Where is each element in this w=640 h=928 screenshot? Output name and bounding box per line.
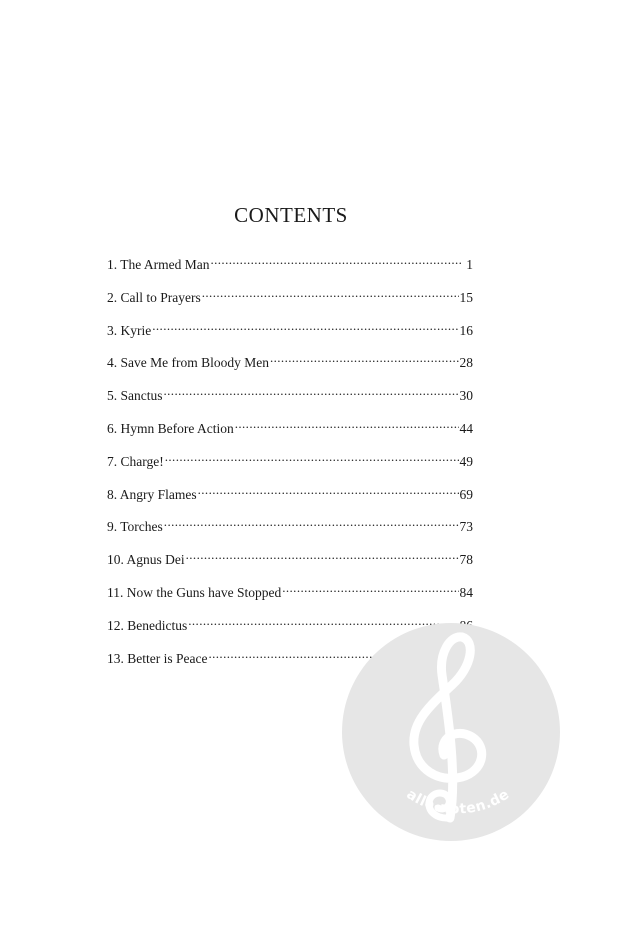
toc-entry-page: 30 xyxy=(459,388,473,404)
toc-entry-title: 5. Sanctus xyxy=(107,388,163,404)
toc-entry-page: 16 xyxy=(459,322,473,338)
toc-entry-page: 78 xyxy=(459,552,473,568)
toc-entry-title: 2. Call to Prayers xyxy=(107,289,201,305)
toc-entry-page: 73 xyxy=(459,519,473,535)
contents-heading: CONTENTS xyxy=(234,203,348,227)
dot-leader xyxy=(210,255,462,269)
toc-entry-page: 1 xyxy=(466,257,473,272)
toc-entry[interactable] xyxy=(107,451,473,484)
toc-entry[interactable] xyxy=(107,352,473,385)
toc-entry[interactable] xyxy=(107,385,473,418)
toc-entry[interactable] xyxy=(107,582,473,615)
toc-entry-page: 15 xyxy=(459,289,473,305)
dot-leader xyxy=(164,517,459,531)
dot-leader xyxy=(282,583,458,597)
dot-leader xyxy=(152,321,458,335)
toc-entry-page: 44 xyxy=(459,420,473,436)
toc-entry-page: 49 xyxy=(459,453,473,469)
toc-entry-title: 1. The Armed Man xyxy=(107,257,210,272)
toc-entry-title: 11. Now the Guns have Stopped xyxy=(107,584,282,600)
toc-entry-title: 6. Hymn Before Action xyxy=(107,420,234,436)
toc-entry[interactable] xyxy=(107,418,473,451)
toc-entry-title: 7. Charge! xyxy=(107,453,164,469)
toc-entry[interactable] xyxy=(107,320,473,353)
dot-leader xyxy=(202,288,459,302)
toc-entry-title: 13. Better is Peace xyxy=(107,650,208,666)
toc-entry-title: 10. Agnus Dei xyxy=(107,552,185,568)
toc-entry-page: 69 xyxy=(459,486,473,502)
toc-entry-page: 28 xyxy=(459,355,473,371)
dot-leader xyxy=(186,550,459,564)
toc-entry-title: 8. Angry Flames xyxy=(107,486,197,502)
dot-leader xyxy=(198,485,459,499)
table-of-contents xyxy=(107,254,473,680)
toc-entry[interactable] xyxy=(107,549,473,582)
watermark-logo xyxy=(342,623,560,841)
dot-leader xyxy=(270,353,459,367)
dot-leader xyxy=(235,419,459,433)
toc-entry-title: 9. Torches xyxy=(107,519,163,535)
toc-entry-title: 12. Benedictus xyxy=(107,617,188,633)
watermark-text: alle-noten.de xyxy=(403,786,513,818)
toc-entry-title: 3. Kyrie xyxy=(107,322,152,338)
dot-leader xyxy=(165,452,459,466)
toc-entry-title: 4. Save Me from Bloody Men xyxy=(107,355,269,371)
toc-entry[interactable] xyxy=(107,516,473,549)
toc-entry-page: 84 xyxy=(459,584,473,600)
toc-entry[interactable] xyxy=(107,287,473,320)
toc-entry[interactable] xyxy=(107,254,473,287)
toc-entry[interactable] xyxy=(107,484,473,517)
dot-leader xyxy=(164,386,459,400)
